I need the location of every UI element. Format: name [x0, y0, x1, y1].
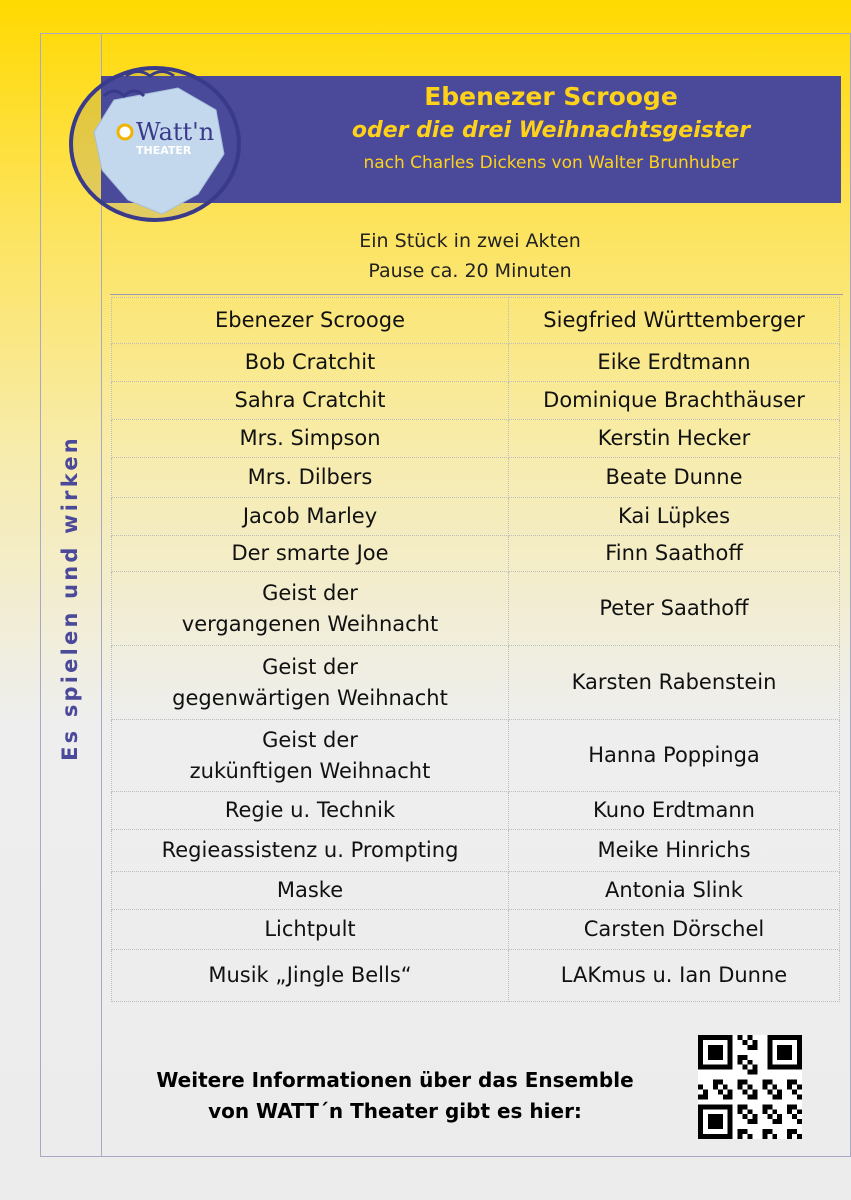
- play-info-pause: Pause ca. 20 Minuten: [368, 260, 572, 282]
- cast-actor: Kerstin Hecker: [509, 420, 840, 458]
- cast-role-line: Geist der: [262, 580, 358, 605]
- play-subtitle: oder die drei Weihnachtsgeister: [351, 118, 751, 143]
- cast-role: [112, 950, 509, 1002]
- cast-actor: LAKmus u. Ian Dunne: [509, 950, 840, 1002]
- cast-actor: Kai Lüpkes: [509, 498, 840, 536]
- cast-role: [112, 646, 509, 720]
- cast-row: [112, 298, 840, 344]
- cast-role-line: Maske: [276, 878, 344, 902]
- cast-row: [112, 720, 840, 792]
- cast-actor: Karsten Rabenstein: [509, 646, 840, 720]
- cast-role: [112, 830, 509, 872]
- cast-role-line: Musik „Jingle Bells“: [208, 963, 412, 987]
- cast-actor: Meike Hinrichs: [509, 830, 840, 872]
- cast-actor: Eike Erdtmann: [509, 344, 840, 382]
- cast-actor: Hanna Poppinga: [509, 720, 840, 792]
- play-credit: nach Charles Dickens von Walter Brunhuber: [363, 153, 739, 173]
- cast-role: [112, 458, 509, 498]
- cast-actor: Beate Dunne: [509, 458, 840, 498]
- cast-role-line: Lichtpult: [264, 917, 356, 941]
- cast-row: [112, 344, 840, 382]
- cast-role: [112, 720, 509, 792]
- cast-role: [112, 910, 509, 950]
- cast-role: [112, 382, 509, 420]
- cast-row: [112, 872, 840, 910]
- cast-role-line: Mrs. Dilbers: [247, 465, 373, 489]
- sidebar-label: Es spielen und wirken: [58, 435, 82, 761]
- cast-row: [112, 646, 840, 720]
- cast-table: [111, 297, 840, 1002]
- svg-text:Watt'n: Watt'n: [136, 118, 215, 146]
- cast-role-line: Geist der: [262, 654, 358, 679]
- svg-text:THEATER: THEATER: [136, 144, 192, 157]
- cast-row: [112, 536, 840, 572]
- cast-role: [112, 420, 509, 458]
- cast-row: [112, 950, 840, 1002]
- cast-row: [112, 792, 840, 830]
- cast-role-line: Der smarte Joe: [231, 541, 389, 565]
- cast-actor: Carsten Dörschel: [509, 910, 840, 950]
- cast-row: [112, 498, 840, 536]
- cast-role-line: Regie u. Technik: [224, 798, 396, 822]
- cast-role-line: vergangenen Weihnacht: [181, 611, 439, 636]
- cast-role-line: Ebenezer Scrooge: [215, 308, 405, 332]
- cast-role: [112, 498, 509, 536]
- play-title: Ebenezer Scrooge: [424, 82, 678, 111]
- cast-role: [112, 298, 509, 344]
- cast-role-line: gegenwärtigen Weihnacht: [172, 685, 448, 710]
- cast-row: [112, 458, 840, 498]
- cast-role: [112, 872, 509, 910]
- cast-role-line: zukünftigen Weihnacht: [189, 758, 431, 783]
- cast-role-line: Jacob Marley: [242, 504, 378, 528]
- cast-actor: Antonia Slink: [509, 872, 840, 910]
- cast-role-line: Geist der: [262, 727, 358, 752]
- cast-role: [112, 572, 509, 646]
- cast-actor: Siegfried Württemberger: [509, 298, 840, 344]
- cast-role: [112, 792, 509, 830]
- ensemble-info-line-2: von WATT´n Theater gibt es hier:: [208, 1099, 582, 1123]
- cast-row: [112, 910, 840, 950]
- qr-code-icon[interactable]: [698, 1035, 802, 1139]
- cast-actor: Dominique Brachthäuser: [509, 382, 840, 420]
- ensemble-info: [100, 1065, 690, 1127]
- cast-role-line: Mrs. Simpson: [239, 426, 381, 450]
- cast-role-line: Sahra Cratchit: [234, 388, 386, 412]
- theater-logo-icon: [66, 62, 244, 224]
- cast-actor: Kuno Erdtmann: [509, 792, 840, 830]
- divider-rule: [110, 294, 843, 295]
- cast-role: [112, 344, 509, 382]
- cast-row: [112, 420, 840, 458]
- cast-actor: Finn Saathoff: [509, 536, 840, 572]
- cast-row: [112, 830, 840, 872]
- cast-row: [112, 572, 840, 646]
- cast-role-line: Regieassistenz u. Prompting: [161, 838, 459, 862]
- ensemble-info-line-1: Weitere Informationen über das Ensemble: [156, 1068, 634, 1092]
- cast-role: [112, 536, 509, 572]
- cast-row: [112, 382, 840, 420]
- play-info-acts: Ein Stück in zwei Akten: [359, 230, 581, 252]
- cast-actor: Peter Saathoff: [509, 572, 840, 646]
- cast-role-line: Bob Cratchit: [244, 350, 376, 374]
